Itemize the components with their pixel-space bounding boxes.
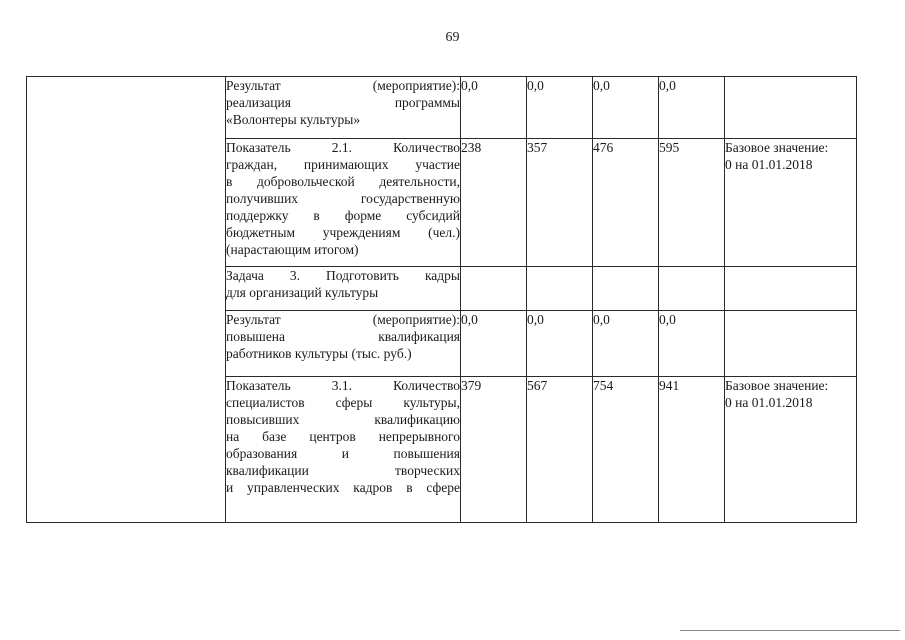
value-cell [461,311,527,377]
description-line: образования и повышения [226,446,460,461]
footer-rule [680,630,900,631]
description-line: получивших государственную [226,191,460,206]
value-text: 567 [527,378,548,393]
description-line: работников культуры (тыс. руб.) [226,346,412,361]
value-text: 0,0 [527,312,544,327]
description-line: «Волонтеры культуры» [226,112,361,127]
value-text: 0,0 [461,312,478,327]
value-text: 0,0 [659,78,676,93]
value-text: 0,0 [461,78,478,93]
description-line: повышена квалификация [226,329,460,344]
value-cell [461,377,527,523]
value-cell [593,311,659,377]
value-cell [593,267,659,311]
value-cell [527,377,593,523]
value-cell [527,77,593,139]
description-cell [226,139,461,267]
description-line: реализация программы [226,95,460,110]
description-line: поддержку в форме субсидий [226,208,460,223]
description-line: повысивших квалификацию [226,412,460,427]
value-cell [527,267,593,311]
value-text: 0,0 [593,312,610,327]
description-line: специалистов сферы культуры, [226,395,460,410]
value-cell [593,77,659,139]
note-cell [725,377,857,523]
left-empty-cell [27,77,226,523]
value-cell [659,377,725,523]
value-text: 941 [659,378,680,393]
value-text: 357 [527,140,548,155]
value-cell [461,267,527,311]
value-text: 595 [659,140,680,155]
description-line: Показатель 2.1. Количество [226,140,460,155]
description-line: бюджетным учреждениям (чел.) [226,225,460,240]
value-cell [659,267,725,311]
description-line: Результат (мероприятие): [226,78,460,93]
note-line: 0 на 01.01.2018 [725,157,813,172]
value-cell [659,139,725,267]
description-line: для организаций культуры [226,285,379,300]
table-body [27,77,857,523]
note-cell [725,311,857,377]
value-text: 0,0 [659,312,676,327]
note-cell [725,267,857,311]
note-line: Базовое значение: [725,378,829,393]
note-cell [725,139,857,267]
indicator-table [26,76,857,523]
note-line: 0 на 01.01.2018 [725,395,813,410]
description-line: квалификации творческих [226,463,460,478]
value-cell [593,139,659,267]
value-cell [659,311,725,377]
description-line: Задача 3. Подготовить кадры [226,268,460,283]
value-cell [659,77,725,139]
note-cell [725,77,857,139]
value-cell [461,139,527,267]
description-line: в добровольческой деятельности, [226,174,460,189]
description-cell [226,377,461,523]
description-line: на базе центров непрерывного [226,429,460,444]
value-text: 0,0 [593,78,610,93]
value-text: 379 [461,378,482,393]
value-text: 238 [461,140,482,155]
value-text: 476 [593,140,614,155]
value-cell [527,311,593,377]
description-line: и управленческих кадров в сфере [226,480,460,495]
description-line: (нарастающим итогом) [226,242,359,257]
description-cell [226,267,461,311]
value-cell [527,139,593,267]
value-cell [461,77,527,139]
description-cell [226,77,461,139]
description-line: Результат (мероприятие): [226,312,460,327]
description-cell [226,311,461,377]
value-text: 754 [593,378,614,393]
value-cell [593,377,659,523]
description-line: граждан, принимающих участие [226,157,460,172]
page-number: 69 [445,30,460,45]
value-text: 0,0 [527,78,544,93]
note-line: Базовое значение: [725,140,829,155]
table-row [27,77,857,139]
description-line: Показатель 3.1. Количество [226,378,460,393]
